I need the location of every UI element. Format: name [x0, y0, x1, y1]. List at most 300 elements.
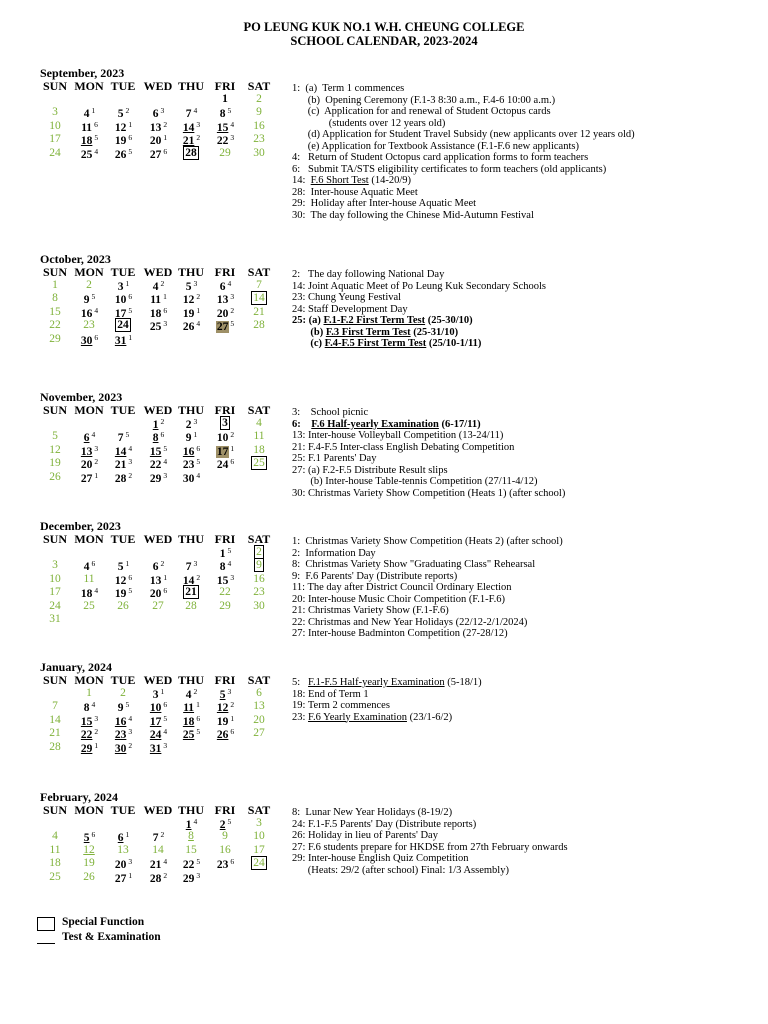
day-number: 12: [83, 843, 95, 856]
cycle-day: 5: [125, 700, 130, 710]
event-text: 28: Inter-house Aquatic Meet: [292, 186, 418, 198]
event-exam-title: F.3 First Term Test: [325, 326, 411, 338]
cycle-day: 3: [128, 457, 133, 467]
day-cell: [242, 444, 276, 457]
event-item: [292, 536, 762, 548]
cycle-day: 6: [94, 119, 98, 129]
cycle-day: 6: [94, 332, 99, 342]
event-item: [292, 304, 762, 316]
day-number: 17: [149, 715, 162, 728]
day-cell: [38, 133, 72, 146]
day-cell: [141, 573, 175, 586]
event-text: 9: F.6 Parents' Day (Distribute reports): [292, 570, 458, 582]
event-text: 26: Holiday in lieu of Parents' Day: [292, 830, 438, 841]
day-number: 20: [216, 307, 229, 320]
cycle-day: 4: [91, 430, 96, 440]
cycle-day: 6: [230, 457, 235, 467]
day-number: 16: [253, 572, 265, 585]
day-cell: [242, 559, 276, 572]
day-cell: [106, 857, 140, 870]
month-title: October, 2023: [40, 252, 111, 266]
event-text: 21: F.4-F.5 Inter-class English Debating Competition: [292, 441, 515, 453]
day-number: 27: [152, 599, 164, 612]
event-item: [292, 488, 762, 500]
day-cell: [141, 471, 175, 484]
day-number: 5: [117, 108, 124, 121]
cycle-day: 3: [160, 106, 165, 116]
month-title: February, 2024: [40, 790, 118, 804]
cycle-day: 4: [94, 146, 99, 156]
event-text: 30: Christmas Variety Show Competition (Heats 1) (after school): [292, 487, 566, 499]
month-section: [38, 66, 768, 221]
day-cell: [174, 133, 208, 146]
weekday-header: FRI: [214, 79, 236, 93]
day-cell: [174, 844, 208, 857]
event-text: (Heats: 29/2 (after school) Final: 1/3 Assembly): [292, 864, 509, 876]
weekday-header: THU: [177, 79, 204, 93]
cycle-day: 3: [128, 857, 133, 867]
day-cell: [72, 457, 106, 470]
day-cell: [242, 417, 276, 430]
event-item: [292, 571, 762, 583]
day-number: 25: [49, 870, 61, 883]
day-number: 5: [52, 430, 58, 443]
day-cell: [141, 292, 175, 305]
cycle-day: 3: [230, 572, 235, 582]
day-cell: [242, 714, 276, 727]
event-list: [292, 807, 762, 876]
day-cell: [141, 700, 175, 713]
day-cell: [242, 857, 276, 870]
day-cell: [208, 546, 242, 559]
day-cell: [38, 600, 72, 613]
day-cell: [208, 147, 242, 160]
event-list: [292, 677, 762, 723]
day-cell: [38, 106, 72, 119]
cycle-day: 5: [128, 305, 133, 315]
cycle-day: 6: [196, 443, 201, 453]
day-number: 1: [86, 687, 92, 699]
day-number: 12: [49, 443, 61, 456]
cycle-day: 6: [230, 727, 235, 737]
day-cell: [106, 147, 140, 160]
day-number: 27: [216, 321, 229, 334]
day-cell: [174, 871, 208, 884]
day-cell: [242, 830, 276, 843]
cycle-day: 2: [196, 133, 201, 143]
event-exam-title: F.6 Short Test: [310, 175, 369, 186]
day-number: 30: [114, 742, 127, 755]
day-number: 2: [185, 419, 192, 431]
day-number: 20: [149, 588, 162, 601]
cycle-day: 1: [163, 133, 168, 143]
day-cell: [72, 741, 106, 754]
day-cell: [106, 430, 140, 443]
day-cell: [106, 700, 140, 713]
event-date: 5:: [292, 677, 309, 688]
day-cell: [141, 857, 175, 870]
day-number: 12: [182, 294, 195, 307]
day-cell: [106, 120, 140, 133]
day-number: 21: [149, 859, 162, 872]
day-number: 6: [256, 687, 262, 699]
day-number: 20: [80, 459, 93, 472]
event-item: [292, 175, 762, 187]
day-cell: [174, 430, 208, 443]
day-number: 15: [185, 843, 197, 856]
day-cell: [208, 714, 242, 727]
event-item: [292, 807, 762, 819]
day-number: 13: [253, 700, 265, 713]
cycle-day: 3: [196, 870, 201, 880]
cycle-day: 6: [196, 713, 201, 723]
day-number: 15: [216, 121, 229, 134]
day-number: 9: [256, 106, 262, 119]
day-cell: [208, 292, 242, 305]
cycle-day: 6: [91, 559, 96, 569]
cycle-day: 1: [163, 292, 167, 302]
day-number: 3: [152, 689, 159, 701]
cycle-day: 6: [128, 572, 133, 582]
event-item: [292, 582, 762, 594]
weekday-header: MON: [74, 79, 104, 93]
event-text: 24: Staff Development Day: [292, 303, 408, 315]
day-cell: [208, 687, 242, 700]
day-cell: [38, 586, 72, 599]
month-section: [38, 790, 768, 890]
cycle-day: 1: [125, 279, 130, 288]
day-number: 11: [83, 572, 95, 585]
day-number: 9: [117, 702, 124, 715]
day-cell: [38, 430, 72, 443]
day-cell: [72, 430, 106, 443]
day-number: 25: [83, 599, 95, 612]
event-exam-title: F.4-F.5 First Term Test: [324, 338, 427, 349]
cycle-day: 1: [196, 700, 200, 710]
day-number: 19: [114, 135, 127, 148]
day-cell: [208, 573, 242, 586]
day-number: 8: [152, 432, 159, 445]
day-cell: [106, 687, 140, 700]
month-title: September, 2023: [40, 66, 125, 80]
day-number: 31: [49, 613, 61, 625]
day-number: 12: [114, 574, 127, 587]
day-cell: [141, 444, 175, 457]
weekday-header: SAT: [247, 532, 271, 546]
day-cell: [141, 727, 175, 740]
day-number: 10: [216, 432, 229, 445]
event-item: [292, 712, 762, 724]
day-number: 16: [253, 119, 265, 132]
day-number: 16: [80, 307, 93, 320]
event-item: [292, 327, 762, 339]
event-range: (25-30/10): [425, 315, 473, 326]
weekday-header: SUN: [42, 265, 67, 279]
day-cell: [242, 306, 276, 319]
day-number: 29: [182, 872, 195, 885]
day-number: 18: [182, 715, 195, 728]
event-text: 27: F.6 students prepare for HKDSE from 27th February onwards: [292, 841, 568, 853]
event-date: 6:: [292, 418, 312, 430]
day-cell: [72, 687, 106, 700]
day-cell: [174, 700, 208, 713]
day-number: 13: [216, 294, 229, 307]
day-number: 25: [182, 729, 195, 742]
day-cell: [208, 700, 242, 713]
event-item: [292, 152, 762, 164]
day-cell: [141, 559, 175, 572]
day-number: 6: [152, 561, 159, 574]
cycle-day: 5: [128, 146, 133, 156]
day-cell: [242, 319, 276, 332]
cycle-day: 2: [128, 470, 133, 480]
day-cell: [72, 857, 106, 870]
day-number: 3: [117, 281, 124, 293]
day-number: 2: [256, 93, 262, 105]
day-cell: [242, 844, 276, 857]
event-item: [292, 106, 762, 118]
day-number: 16: [219, 843, 231, 856]
day-cell: [208, 559, 242, 572]
weekday-header: SUN: [42, 403, 67, 417]
day-cell: [174, 573, 208, 586]
weekday-header: THU: [177, 803, 204, 817]
day-number: 9: [256, 559, 262, 572]
event-text: 21: Christmas Variety Show (F.1-F.6): [292, 605, 449, 616]
day-number: 1: [52, 279, 58, 291]
day-cell: [38, 457, 72, 470]
day-number: 18: [80, 588, 93, 601]
day-number: 6: [152, 108, 159, 121]
day-number: 29: [149, 472, 162, 485]
cycle-day: 2: [128, 740, 133, 750]
day-number: 11: [150, 294, 162, 307]
day-cell: [106, 600, 140, 613]
day-cell: [106, 573, 140, 586]
cycle-day: 6: [128, 292, 133, 302]
day-cell: [38, 147, 72, 160]
weekday-header: FRI: [214, 803, 236, 817]
day-cell: [141, 871, 175, 884]
day-cell: [38, 830, 72, 843]
day-cell: [141, 106, 175, 119]
day-number: 30: [182, 472, 195, 485]
day-number: 1: [222, 93, 228, 105]
cycle-day: 3: [94, 713, 99, 723]
month-title: January, 2024: [40, 660, 113, 674]
day-number: 25: [149, 321, 162, 334]
cycle-day: 4: [163, 457, 168, 467]
day-cell: [208, 817, 242, 830]
day-number: 2: [256, 546, 262, 558]
day-cell: [141, 741, 175, 754]
day-number: 20: [149, 135, 162, 148]
day-cell: [208, 279, 242, 292]
month-section: [38, 390, 768, 499]
cycle-day: 5: [196, 857, 201, 867]
weekday-header: SUN: [42, 803, 67, 817]
day-number: 28: [49, 740, 61, 753]
cycle-day: 5: [230, 319, 235, 329]
event-text: 1: Christmas Variety Show Competition (Heats 2) (after school): [292, 536, 563, 547]
day-number: 4: [83, 108, 90, 121]
day-number: 21: [49, 727, 61, 740]
cycle-day: 3: [193, 417, 198, 426]
event-date: (c): [292, 338, 325, 349]
day-number: 13: [117, 843, 129, 856]
weekday-header: TUE: [110, 803, 136, 817]
day-number: 5: [117, 561, 124, 574]
month-section: [38, 519, 768, 639]
day-number: 13: [149, 574, 162, 587]
day-number: 2: [86, 279, 92, 291]
calendar-header: [0, 20, 768, 48]
cycle-day: 6: [128, 133, 133, 143]
cycle-day: 1: [230, 443, 235, 453]
day-number: 25: [80, 148, 93, 161]
day-number: 14: [49, 713, 61, 726]
event-item: [292, 129, 762, 141]
day-cell: [242, 687, 276, 700]
event-item: [292, 83, 762, 95]
weekday-header: FRI: [214, 532, 236, 546]
event-item: [292, 210, 762, 222]
day-number: 17: [216, 445, 229, 458]
event-exam-title: F.1-F.2 First Term Test: [323, 315, 426, 326]
cycle-day: 1: [163, 572, 168, 582]
day-cell: [208, 430, 242, 443]
day-number: 26: [83, 870, 95, 883]
month-section: [38, 252, 768, 352]
legend-special-label: Special Function: [62, 916, 145, 928]
event-text: (c) Application for and renewal of Student Octopus cards: [292, 106, 551, 117]
day-cell: [174, 817, 208, 830]
event-text: 8: Christmas Variety Show "Graduating Class" Rehearsal: [292, 559, 536, 570]
cycle-day: 4: [193, 817, 198, 826]
event-text: 24: F.1-F.5 Parents' Day (Distribute reports): [292, 818, 477, 830]
cycle-day: 4: [128, 713, 133, 723]
event-item: [292, 292, 762, 304]
day-number: 24: [117, 319, 129, 332]
day-number: 26: [49, 470, 61, 483]
day-number: 5: [83, 832, 90, 845]
cycle-day: 3: [196, 119, 201, 129]
day-cell: [72, 471, 106, 484]
event-text: 27: (a) F.2-F.5 Distribute Result slips: [292, 464, 448, 476]
day-number: 11: [49, 843, 61, 856]
day-cell: [72, 700, 106, 713]
event-text: (students over 12 years old): [292, 117, 446, 129]
day-cell: [174, 106, 208, 119]
cycle-day: 3: [230, 292, 235, 302]
cycle-day: 2: [160, 559, 165, 569]
day-cell: [106, 457, 140, 470]
day-number: 22: [219, 586, 231, 599]
event-exam-title: F.6 Half-yearly Examination: [311, 418, 439, 430]
weekday-header: THU: [177, 673, 204, 687]
day-cell: [242, 147, 276, 160]
day-cell: [141, 844, 175, 857]
day-cell: [72, 444, 106, 457]
event-item: [292, 430, 762, 442]
event-item: [292, 617, 762, 629]
cycle-day: 4: [227, 279, 232, 288]
event-text: (d) Application for Student Travel Subsidy (new applicants over 12 years old): [292, 129, 635, 140]
day-number: 7: [117, 432, 124, 445]
cycle-day: 6: [163, 146, 168, 156]
day-number: 24: [253, 857, 265, 870]
event-date: 14:: [292, 175, 311, 186]
day-cell: [106, 559, 140, 572]
day-cell: [38, 333, 72, 346]
event-text: 6: Submit TA/STS eligibility certificates to form teachers (old applicants): [292, 163, 607, 175]
weekday-header: WED: [143, 673, 173, 687]
cycle-day: 5: [227, 817, 232, 826]
cycle-day: 2: [163, 119, 168, 129]
day-cell: [242, 93, 276, 106]
cycle-day: 5: [163, 443, 168, 453]
day-number: 17: [114, 307, 127, 320]
day-cell: [141, 147, 175, 160]
cycle-day: 4: [193, 106, 198, 116]
event-text: 14: Joint Aquatic Meet of Po Leung Kuk Secondary Schools: [292, 280, 547, 292]
weekday-header: TUE: [110, 265, 136, 279]
day-cell: [208, 120, 242, 133]
weekday-header: SAT: [247, 803, 271, 817]
event-text: 29: Inter-house English Quiz Competition: [292, 853, 469, 864]
day-number: 3: [52, 106, 58, 119]
day-cell: [38, 306, 72, 319]
day-number: 22: [149, 459, 162, 472]
day-number: 8: [52, 292, 58, 305]
day-number: 6: [219, 281, 226, 293]
cycle-day: 4: [227, 559, 232, 569]
day-number: 24: [49, 146, 61, 159]
day-cell: [106, 106, 140, 119]
weekday-header: SAT: [247, 79, 271, 93]
cycle-day: 5: [196, 457, 201, 467]
day-number: 18: [253, 443, 265, 456]
day-number: 23: [83, 319, 95, 332]
day-cell: [208, 600, 242, 613]
day-number: 9: [83, 294, 90, 307]
day-cell: [106, 586, 140, 599]
day-cell: [242, 120, 276, 133]
day-cell: [38, 120, 72, 133]
day-cell: [208, 93, 242, 106]
day-number: 11: [183, 702, 195, 715]
day-cell: [141, 457, 175, 470]
day-number: 19: [114, 588, 127, 601]
event-exam-title: F.1-F.5 Half-yearly Examination: [308, 677, 445, 688]
calendar-title: SCHOOL CALENDAR, 2023-2024: [290, 34, 478, 48]
cycle-day: 4: [94, 305, 99, 315]
month-title: December, 2023: [40, 519, 121, 533]
event-item: [292, 118, 762, 130]
day-number: 25: [253, 457, 265, 470]
day-number: 22: [182, 859, 195, 872]
day-number: 4: [256, 417, 262, 429]
day-cell: [72, 714, 106, 727]
event-text: 19: Term 2 commences: [292, 700, 390, 711]
event-item: [292, 198, 762, 210]
day-cell: [38, 844, 72, 857]
day-number: 12: [114, 121, 127, 134]
day-cell: [38, 613, 72, 626]
day-number: 10: [49, 119, 61, 132]
day-cell: [174, 714, 208, 727]
weekday-header: WED: [143, 79, 173, 93]
